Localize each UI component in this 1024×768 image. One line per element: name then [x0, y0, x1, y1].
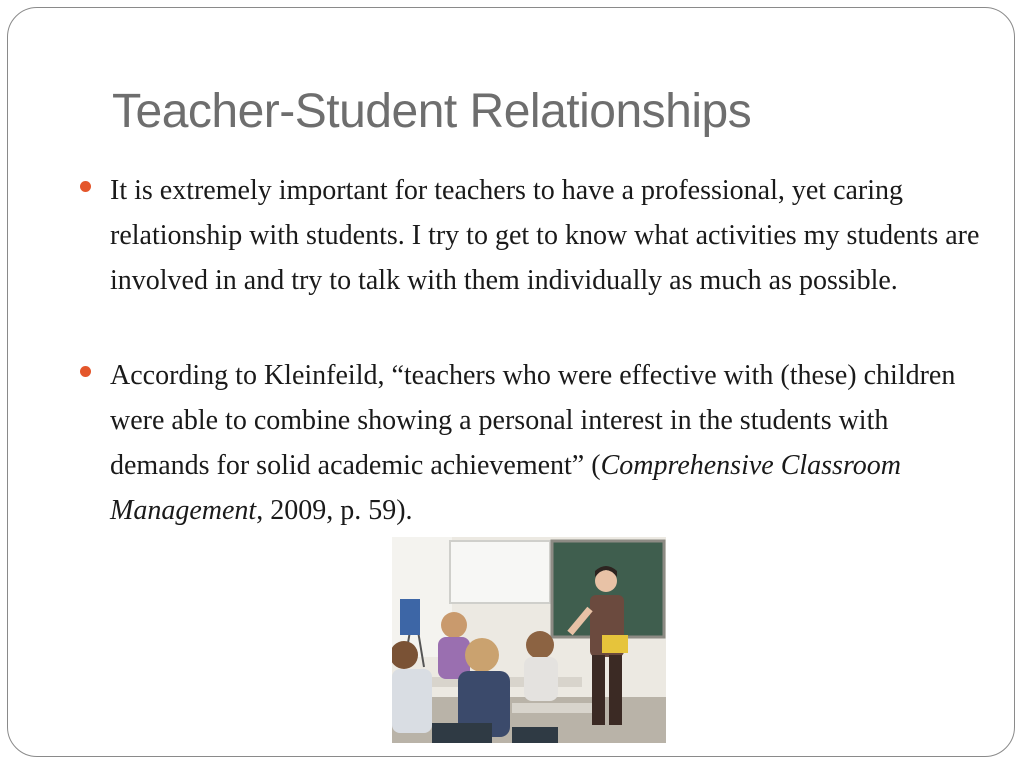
- bullet-dot-icon: [80, 181, 91, 192]
- citation-details: , 2009, p. 59).: [256, 495, 413, 526]
- quote-text: According to Kleinfeild, “teachers who were effective with (these) children were able to combine showing a personal interest in the students with demands for solid academic achievement” (: [110, 360, 956, 481]
- bullet-text: [110, 353, 990, 533]
- citation-title: Comprehensive Classroom Management: [110, 450, 902, 526]
- bullet-text: It is extremely important for teachers to have a professional, yet caring relationship with students. I try to get to know what activities my students are involved in and try to talk with them individually as much as possible.: [110, 175, 980, 296]
- bullet-dot-icon: [80, 366, 91, 377]
- slide-title: Teacher-Student Relationships: [112, 85, 752, 138]
- classroom-photo: [392, 537, 666, 743]
